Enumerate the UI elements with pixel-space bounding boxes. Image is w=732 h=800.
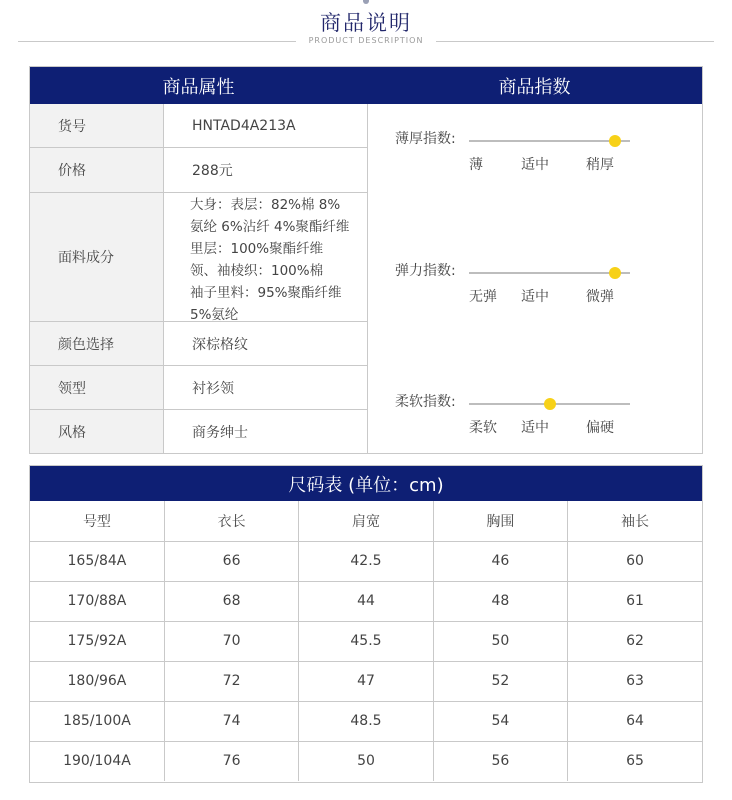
attr-value: 商务绅士 [192,424,248,441]
attr-key: 颜色选择 [30,322,164,365]
cell-sleeve: 61 [568,581,702,621]
column-header: 衣长 [164,501,298,541]
fabric-line: 袖子里料：95%聚酯纤维 [190,285,342,301]
table-row [30,701,702,741]
elasticity-tick: 适中 [521,289,549,305]
cell-chest: 56 [433,741,567,781]
thickness-index-track [469,140,630,142]
cell-chest: 52 [433,661,567,701]
attr-key: 价格 [30,148,164,192]
elasticity-index-label: 弹力指数: [395,263,456,279]
softness-index-marker [544,398,556,410]
page-header [0,0,732,60]
cell-sleeve: 63 [568,661,702,701]
thickness-index-label: 薄厚指数: [395,131,456,147]
attr-row-collar [30,366,367,410]
column-header: 肩宽 [299,501,433,541]
cell-sleeve: 65 [626,753,644,770]
table-row [30,621,702,661]
softness-index-label: 柔软指数: [395,394,456,410]
cell-length: 68 [164,581,298,621]
cell-size: 170/88A [30,581,164,621]
attr-row-fabric [30,193,367,322]
page-subtitle: PRODUCT DESCRIPTION [308,36,424,45]
cell-size: 185/100A [30,701,164,741]
cell-chest: 50 [433,621,567,661]
size-chart-heading: 尺码表 (单位：cm) [30,466,702,501]
attr-key: 领型 [30,366,164,409]
attr-value: 深棕格纹 [192,336,248,353]
cell-size: 175/92A [30,621,164,661]
size-header-row [30,501,702,541]
fabric-line: 大身：表层：82%棉 8% [190,197,341,213]
attributes-table [30,104,367,453]
attr-row-sku [30,104,367,148]
column-header: 袖长 [568,501,702,541]
attr-value: 衬衫领 [192,380,234,397]
table-row [30,741,702,781]
table-row [30,581,702,621]
attr-key: 面料成分 [30,193,164,321]
cell-shoulder: 44 [299,581,433,621]
cell-shoulder: 50 [299,741,433,781]
attr-value: 288元 [192,163,233,179]
cell-length: 76 [164,741,298,781]
attributes-heading: 商品属性 [30,67,367,104]
softness-tick: 适中 [521,420,549,436]
attr-value [164,193,367,321]
elasticity-tick: 微弹 [586,289,614,305]
attr-value: HNTAD4A213A [192,117,296,134]
fabric-line: 氨纶 6%沾纤 4%聚酯纤维 [190,219,350,235]
softness-tick: 偏硬 [586,420,614,436]
indices-heading: 商品指数 [367,67,702,104]
size-chart-table [30,501,702,781]
cell-shoulder: 48.5 [299,701,433,741]
cell-length: 70 [164,621,298,661]
product-info-section [29,66,703,454]
attr-row-style [30,410,367,453]
cell-size: 165/84A [30,541,164,581]
size-chart-section [29,465,703,783]
attr-row-price [30,148,367,193]
table-row [30,661,702,701]
cell-chest: 54 [433,701,567,741]
product-info-header [30,67,702,104]
attr-row-color [30,322,367,366]
cell-shoulder: 45.5 [299,621,433,661]
fabric-line: 里层：100%聚酯纤维 [190,241,324,257]
thickness-index-marker [609,135,621,147]
table-row [30,541,702,581]
elasticity-index-track [469,272,630,274]
fabric-line: 5%氨纶 [190,307,239,323]
attr-key: 货号 [30,104,164,147]
column-header: 胸围 [433,501,567,541]
page-title: 商品说明 [320,11,412,35]
cell-chest: 48 [433,581,567,621]
cell-shoulder: 42.5 [299,541,433,581]
fabric-line: 领、袖棱织：100%棉 [190,263,324,279]
thickness-tick: 稍厚 [586,157,614,173]
cell-sleeve: 64 [568,701,702,741]
cell-size: 180/96A [30,661,164,701]
cell-chest: 46 [433,541,567,581]
elasticity-tick: 无弹 [469,289,497,305]
cell-sleeve: 60 [568,541,702,581]
softness-tick: 柔软 [469,420,497,436]
cell-sleeve: 62 [568,621,702,661]
elasticity-index-marker [609,267,621,279]
cell-length: 74 [164,701,298,741]
column-header: 号型 [30,501,164,541]
indices-panel [367,104,702,453]
cell-length: 66 [164,541,298,581]
header-decoration [363,0,369,4]
cell-size: 190/104A [30,741,164,781]
thickness-tick: 薄 [469,157,483,173]
thickness-tick: 适中 [521,157,549,173]
attr-key: 风格 [30,410,164,453]
cell-length: 72 [164,661,298,701]
cell-shoulder: 47 [299,661,433,701]
